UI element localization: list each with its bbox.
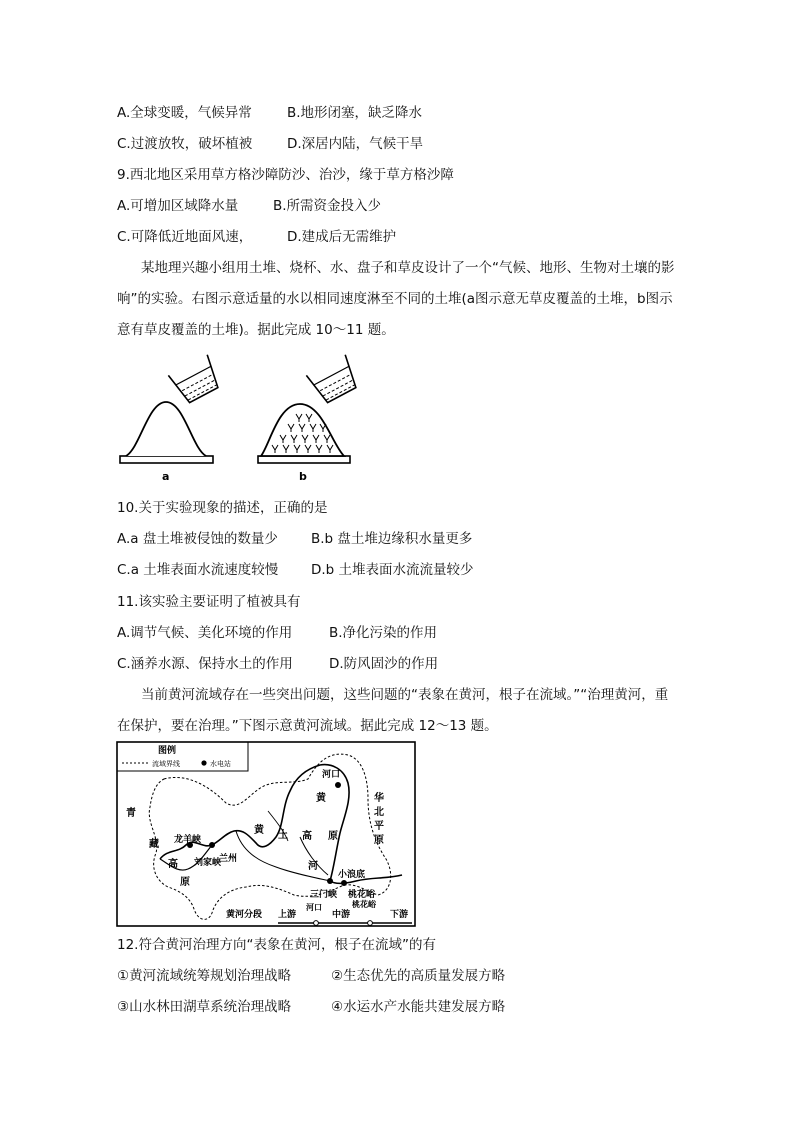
- q9-option-b: B.所需资金投入少: [273, 198, 382, 214]
- q8-option-d: D.深居内陆，气候干旱: [287, 136, 424, 152]
- q11-stem: 11.该实验主要证明了植被具有: [117, 594, 301, 610]
- passage-experiment: [117, 253, 677, 346]
- q11-option-b: B.净化污染的作用: [329, 625, 438, 641]
- segment-title: 黄河分段: [226, 910, 263, 920]
- q8-option-a: A.全球变暖，气候异常: [117, 105, 252, 121]
- passage-experiment-text: 某地理兴趣小组用土堆、烧杯、水、盘子和草皮设计了一个“气候、地形、生物对土壤的影响”的实验。右图示意适量的水以相同速度淋至不同的土堆(a图示意无草皮覆盖的土堆，b图示意有草皮覆盖的土堆)。据此完成 10～11 题。: [117, 260, 675, 338]
- label-yuan1: 原: [180, 877, 190, 888]
- label-b: b: [299, 470, 307, 483]
- q12-option-3: ③山水林田湖草系统治理战略: [117, 999, 292, 1015]
- label-yuan3: 原: [374, 835, 384, 846]
- segment-upper: 上游: [278, 910, 297, 920]
- label-gao1: 高: [168, 859, 178, 870]
- legend-station-label: 水电站: [210, 760, 231, 768]
- q10-option-c: C.a 土堆表面水流速度较慢: [117, 562, 279, 578]
- label-bei: 北: [374, 807, 384, 818]
- label-hekou: 河口: [322, 770, 341, 780]
- q8-option-b: B.地形闭塞，缺乏降水: [287, 105, 423, 121]
- label-huang-river: 黄: [316, 793, 326, 804]
- segment-hekou: 河口: [306, 903, 322, 912]
- q9-option-c: C.可降低近地面风速，: [117, 229, 253, 245]
- soil-experiment-figure: [118, 352, 358, 484]
- q8-option-c: C.过渡放牧，破坏植被: [117, 136, 253, 152]
- q12-option-2: ②生态优先的高质量发展方略: [331, 968, 506, 984]
- label-hua: 华: [374, 793, 384, 804]
- label-yuan2: 原: [328, 831, 338, 842]
- q9-stem: 9.西北地区采用草方格沙障防沙、治沙，缘于草方格沙障: [117, 167, 454, 183]
- q10-stem: 10.关于实验现象的描述，正确的是: [117, 500, 328, 516]
- label-a: a: [162, 470, 170, 483]
- q10-option-d: D.b 土堆表面水流流量较少: [311, 562, 474, 578]
- label-sanmenxia: 三门峡: [310, 890, 338, 900]
- q12-stem: 12.符合黄河治理方向“表象在黄河，根子在流域”的有: [117, 937, 436, 953]
- q9-option-a: A.可增加区域降水量: [117, 198, 239, 214]
- label-ping: 平: [374, 821, 384, 832]
- q11-option-d: D.防风固沙的作用: [329, 656, 439, 672]
- segment-lower: 下游: [390, 910, 409, 920]
- label-xiaolangdi: 小浪底: [338, 870, 366, 880]
- segment-taohuayu: 桃花峪: [352, 900, 376, 909]
- passage-yellow-river: [117, 680, 677, 742]
- label-qing: 青: [126, 808, 136, 819]
- q9-option-d: D.建成后无需维护: [287, 229, 397, 245]
- q12-option-1: ①黄河流域统筹规划治理战略: [117, 968, 292, 984]
- label-liujiaxia: 刘家峡: [194, 858, 222, 868]
- label-gao2: 高: [302, 831, 312, 842]
- q10-option-a: A.a 盘土堆被侵蚀的数量少: [117, 531, 278, 547]
- label-taohuayu: 桃花峪: [348, 890, 376, 900]
- segment-middle: 中游: [332, 910, 351, 920]
- passage-yellow-river-text: 当前黄河流域存在一些突出问题，这些问题的“表象在黄河，根子在流域。”“治理黄河，重在保护，要在治理。”下图示意黄河流域。据此完成 12～13 题。: [117, 687, 669, 734]
- legend-boundary-label: 流域界线: [152, 760, 180, 768]
- q10-option-b: B.b 盘土堆边缘积水量更多: [311, 531, 473, 547]
- label-zang: 藏: [149, 839, 159, 850]
- label-he: 河: [308, 861, 318, 872]
- label-tu: 土: [278, 830, 288, 841]
- q11-option-c: C.涵养水源、保持水土的作用: [117, 656, 293, 672]
- q11-option-a: A.调节气候、美化环境的作用: [117, 625, 293, 641]
- yellow-river-map: [116, 741, 416, 927]
- label-lanzhou: 兰州: [219, 854, 238, 864]
- label-longyangxia: 龙羊峡: [174, 835, 202, 845]
- label-huang-loess: 黄: [254, 825, 264, 836]
- q12-option-4: ④水运水产水能共建发展方略: [331, 999, 506, 1015]
- legend-title: 图例: [158, 746, 177, 756]
